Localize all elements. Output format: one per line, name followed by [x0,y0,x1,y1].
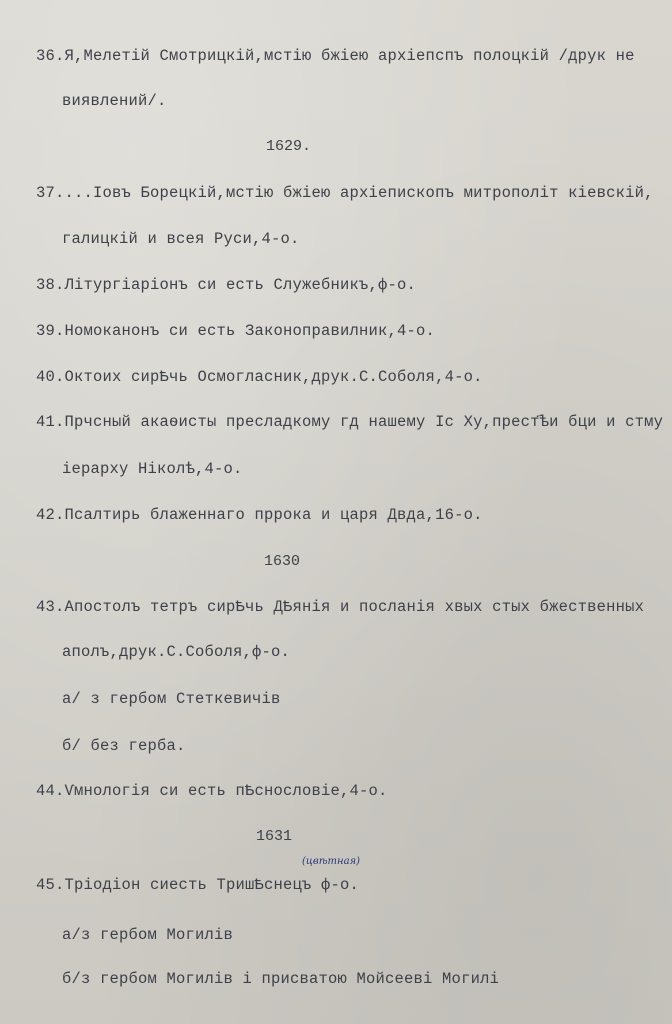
entry-39: 39.Номоканонъ си есть Законоправилник,4-о. [36,322,436,340]
entry-41-line-2: iерарху Нiколѣ,4-о. [62,460,243,478]
entry-40: 40.Октоих сирѢчь Осмогласник,друк.С.Соболя,4-о. [36,368,483,386]
entry-45-variant-b: б/з гербом Могилiв i присватою Мойсеевi Могилi [62,970,500,988]
entry-36-line-2: виявлений/. [62,92,167,110]
year-heading-1631: 1631 [256,828,293,845]
entry-44: 44.Ѵмнологiя си есть пѢснословiе,4-о. [36,782,388,800]
entry-41-line-1: 41.Прчсный акаѳисты пресладкому гд нашему Iс Ху,прест҃ѣи бци и стму [36,413,664,431]
entry-38: 38.Лiтургiарiонъ си есть Служебникъ,ф-о. [36,276,417,294]
entry-36-line-1: 36.Я,Мелетiй Смотрицкiй,мстiю бжiею архiепспъ полоцкiй /друк не [36,47,635,65]
handwritten-annotation: (цвѣтная) [302,856,361,867]
entry-43-variant-b: б/ без герба. [62,737,186,755]
year-heading-1629: 1629. [266,138,312,155]
entry-43-line-2: аполъ,друк.С.Соболя,ф-о. [62,643,291,661]
year-heading-1630: 1630 [264,553,301,570]
entry-37-line-2: галицкiй и всея Руси,4-о. [62,230,300,248]
entry-37-line-1: 37....Iовъ Борецкiй,мстiю бжiею архiепископъ митрополiт кiевскiй, [36,184,654,202]
entry-43-variant-a: а/ з гербом Стеткевичiв [62,690,281,708]
entry-42: 42.Псалтирь блаженнаго пррока и царя Двда,16-о. [36,506,483,524]
entry-45-variant-a: а/з гербом Могилiв [62,926,234,944]
entry-45: 45.Трiодiон сиесть ТришѢснецъ ф-о. [36,876,360,894]
entry-43-line-1: 43.Апостолъ тетръ сирѢчь ДѢянiя и посланiя хвых стых бжественных [36,598,645,616]
